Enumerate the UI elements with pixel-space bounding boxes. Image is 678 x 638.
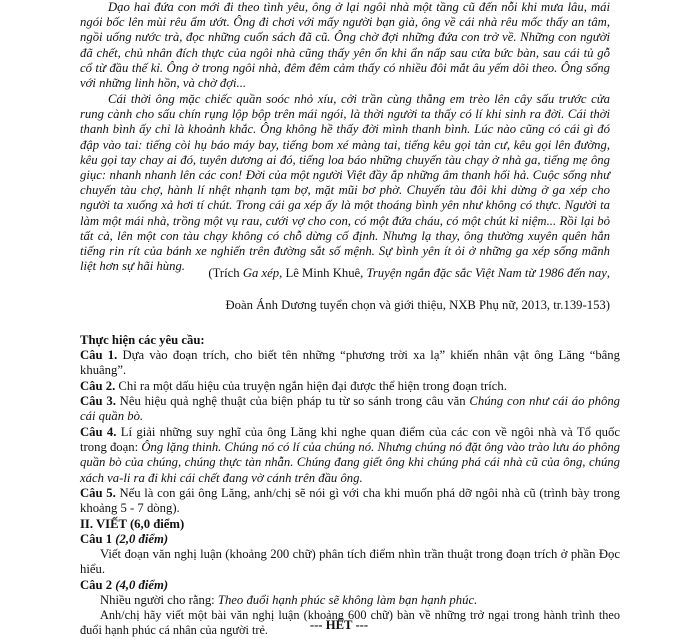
passage-paragraph-2: Cái thời ông mặc chiếc quần soóc nhỏ xíu, cởi trần cùng thằng em trèo lên cây sấu trước cửa rung cành cho sấu chín rụng lộp bộp trên mái ngói, là thời người ta thấy có lí khi sinh ra đời. Cái thời thanh bình ấy chỉ là khoảnh khắc. Ông không hề thấy đời mình thanh bình. Lúc nào cũng có cái gì đó đập vào tai: tiếng còi hụ báo máy bay, tiếng bom xé màng tai, tiếng kêu gọi tản cư, kêu gọi lên đường, kêu gọi tay chay ai đó, tuyên dương ai đó, tiếng loa báo những chuyến tàu chạy ở nhà ga, tiếng mẹ ông giục: nhanh nhanh lên các con! Đời của một người Việt đầy ắp những âm thanh hối hả. Cuộc sống như chuyến tàu chợ, hành lí nhệt nhạnh tạm bợ, mặt mũi bơ phờ. Chuyến tàu đôi khi dừng ở ga xép cho người ta xuống xả hơi tí chút. Trong cái ga xép ấy là một thoáng bình yên như không có thực. Người ta làm một mái nhà, trồng một vụ rau, cưới vợ cho con, có một đứa cháu, có một chút kỉ niệm... Rồi lại bỏ tất cả, lên một con tàu chạy không có chỗ dừng cố định. Nhưng lạ thay, ông thường xuyên quên hẳn tiếng rin rít của bánh xe nghiến trên đường sắt số mệnh. Sự bình yên ít ỏi ở những ga xép sống mãnh liệt hơn sự hãi hùng. bbox=[80, 92, 610, 274]
question-5-label: Câu 5. bbox=[80, 486, 116, 500]
question-2-text: Chỉ ra một dấu hiệu của truyện ngắn hiện đại được thể hiện trong đoạn trích. bbox=[115, 379, 507, 393]
citation-title-ga-xep: Ga xép bbox=[242, 266, 280, 280]
question-3 bbox=[80, 394, 620, 424]
writing-question-1-text: Viết đoạn văn nghị luận (khoảng 200 chữ) phân tích điểm nhìn trần thuật trong đoạn trích ở phần Đọc hiểu. bbox=[80, 547, 620, 577]
question-3-label: Câu 3. bbox=[80, 394, 116, 408]
question-2 bbox=[80, 379, 620, 394]
end-marker: --- HẾT --- bbox=[309, 618, 369, 632]
writing-question-2-quote: Theo đuổi hạnh phúc sẽ không làm bạn hạnh phúc. bbox=[217, 593, 478, 607]
citation-book-title: Truyện ngắn đặc sắc Việt Nam từ 1986 đến nay bbox=[366, 266, 607, 280]
citation-line-2: Đoàn Ánh Dương tuyển chọn và giới thiệu, NXB Phụ nữ, 2013, tr.139-153) bbox=[225, 298, 610, 312]
question-4-quote: Ông lặng thinh. Chúng nó có lí của chúng nó. Nhưng chúng nó đặt ông vào trào lưu áo phông quần bò của chúng, chúng thực tàn nhẫn. Chúng đang giết ông khi chúng phá cái nhà cũ của ông, chúng xách va-li ra đi khi cái chết đang vờ cánh trên đầu ông. bbox=[80, 440, 621, 485]
question-2-label: Câu 2. bbox=[80, 379, 116, 393]
writing-question-2-task: Anh/chị hãy viết một bài văn nghị luận (khoảng 600 chữ) bàn về những trở ngại trong hành trình theo đuổi hạnh phúc cá nhân của người trẻ. bbox=[80, 608, 620, 638]
question-3-text: Nêu hiệu quả nghệ thuật của biện pháp tu từ so sánh trong câu văn bbox=[115, 394, 470, 408]
question-5 bbox=[80, 486, 620, 516]
citation-open: (Trích bbox=[208, 266, 243, 280]
citation-line-1 bbox=[80, 266, 610, 281]
passage-paragraph-1: Dạo hai đứa con mới đi theo tình yêu, ông ở lại ngôi nhà một tầng cũ đến nỗi khi mưa lâu, mái ngói bốc lên mùi rêu ẩm ướt. Ông đi chơi với mấy người bạn già, ông về cái nhà rêu mốc thấy an tâm, ngồi uống nước trà, đọc những cuốn sách đã cũ. Ông chờ đợi những đứa con trở về. Những con người đã chết, chủ nhân đích thực của ngôi nhà cũng thấy yên ổn khi ẩn nấp sau cửa bức bàn, sau cái tủ gỗ cổ từ đầu thế kỉ. Ông ở trong ngôi nhà, đêm đêm cảm thấy có nhiều đôi mắt âu yếm dõi theo. Ông sống với những linh hồn, và chờ đợi... bbox=[80, 0, 610, 91]
question-4-label: Câu 4. bbox=[80, 425, 117, 439]
writing-question-1-heading: Câu 1 (2,0 điểm) bbox=[80, 532, 169, 546]
writing-question-2-points: (4,0 điểm) bbox=[115, 578, 169, 592]
writing-question-1-points: (2,0 điểm) bbox=[115, 532, 169, 546]
question-1 bbox=[80, 348, 620, 378]
question-1-label: Câu 1. bbox=[80, 348, 118, 362]
question-1-text: Dựa vào đoạn trích, cho biết tên những “phương trời xa lạ” khiến nhân vật ông Lăng “bâng khuâng”. bbox=[80, 348, 620, 378]
question-5-text: Nếu là con gái ông Lăng, anh/chị sẽ nói gì với cha khi muốn phá dỡ ngôi nhà cũ (trình bày trong khoảng 5 - 7 dòng). bbox=[80, 486, 621, 516]
requirements-heading: Thực hiện các yêu cầu: bbox=[80, 333, 205, 347]
writing-section-heading: II. VIẾT (6,0 điểm) bbox=[80, 517, 185, 531]
question-3-quote: Chúng con như cái áo phông cái quần bò. bbox=[80, 394, 621, 424]
question-4-text: Lí giải những suy nghĩ của ông Lăng khi nghe quan điểm của các con về ngôi nhà và Tổ quốc trong đoạn: bbox=[80, 425, 620, 455]
writing-question-2-heading: Câu 2 (4,0 điểm) bbox=[80, 578, 169, 592]
question-4 bbox=[80, 425, 620, 486]
writing-question-2-intro: Nhiều người cho rằng: Theo đuổi hạnh phúc sẽ không làm bạn hạnh phúc. bbox=[100, 593, 478, 607]
citation-tail: , bbox=[606, 266, 610, 280]
citation-author: , Lê Minh Khuê, bbox=[279, 266, 367, 280]
